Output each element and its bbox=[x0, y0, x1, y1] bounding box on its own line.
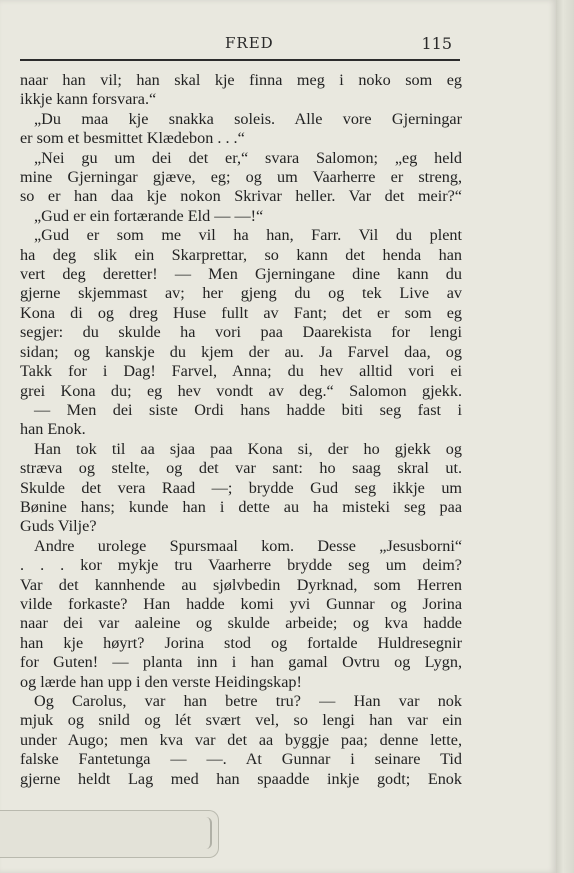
text-line: ikkje kann forsvara.“ bbox=[20, 90, 157, 109]
text-line: grei Kona du; eg hev vondt av deg.“ Salomon gjekk. bbox=[20, 381, 462, 400]
text-line: Skulde det vera Raad —; brydde Gud seg ikkje um bbox=[20, 478, 462, 497]
text-line: Andre urolege Spursmaal kom. Desse „Jesusborni“ bbox=[34, 536, 462, 555]
text-line: han kje høyrt? Jorina stod og fortalde Huldresegnir bbox=[20, 633, 462, 652]
text-line: stræva og stelte, og det var sant: ho saag skral ut. bbox=[20, 459, 462, 478]
text-line: gjerne heldt Lag med han spaadde inkje godt; Enok bbox=[20, 769, 462, 788]
text-line: han Enok. bbox=[20, 420, 86, 439]
text-line: Kona di og dreg Huse fullt av Fant; det er som eg bbox=[20, 303, 462, 322]
text-line: „Gud er ein fortærande Eld — —!“ bbox=[34, 206, 264, 225]
text-line: „Gud er som me vil ha han, Farr. Vil du plent bbox=[34, 226, 462, 245]
page-number: 115 bbox=[421, 34, 452, 53]
text-line: Bønine hans; kunde han i dette au ha misteki seg paa bbox=[20, 497, 462, 516]
text-line: vert deg deretter! — Men Gjerningane dine kann du bbox=[20, 265, 462, 284]
text-line: Guds Vilje? bbox=[20, 517, 97, 536]
page-body-text bbox=[20, 71, 462, 789]
header-rule bbox=[20, 59, 460, 61]
text-line: for Guten! — planta inn i han gamal Ovtru og Lygn, bbox=[20, 653, 462, 672]
text-line: Takk for i Dag! Farvel, Anna; du hev alltid vori ei bbox=[20, 362, 462, 381]
text-line: naar han vil; han skal kje finna meg i noko som eg bbox=[20, 71, 462, 89]
text-line: — Men dei siste Ordi hans hadde biti seg fast i bbox=[34, 400, 462, 419]
text-line: og lærde han upp i den verste Heidingskap! bbox=[20, 672, 302, 691]
page-tab bbox=[0, 810, 219, 858]
text-line: er som et besmittet Klædebon . . .“ bbox=[20, 129, 245, 148]
text-line: naar dei var aaleine og skulde arbeide; og kva hadde bbox=[20, 614, 462, 633]
text-line: „Du maa kje snakka soleis. Alle vore Gjerningar bbox=[34, 109, 462, 128]
text-line: vilde forkaste? Han hadde komi yvi Gunnar og Jorina bbox=[20, 594, 462, 613]
text-line: Var det kannhende au sjølvbedin Dyrknad, som Herren bbox=[20, 575, 462, 594]
text-line: falske Fantetunga — —. At Gunnar i seinare Tid bbox=[20, 750, 462, 769]
tab-curl bbox=[204, 817, 212, 849]
running-header bbox=[20, 34, 460, 64]
chapter-title: FRED bbox=[225, 34, 274, 52]
text-line: under Augo; men kva var det aa byggje paa; denne lette, bbox=[20, 730, 462, 749]
text-line: „Nei gu um dei det er,“ svara Salomon; „eg held bbox=[34, 148, 462, 167]
page-edge bbox=[556, 0, 574, 873]
text-line: ha deg slik ein Skarprettar, so kann det henda han bbox=[20, 245, 462, 264]
text-line: Og Carolus, var han betre tru? — Han var nok bbox=[34, 692, 462, 710]
text-line: Han tok til aa sjaa paa Kona si, der ho gjekk og bbox=[34, 439, 462, 458]
text-line: mine Gjerningar gjæve, eg; og um Vaarherre er streng, bbox=[20, 168, 462, 187]
text-line: segjer: du skulde ha vori paa Daarekista for lengi bbox=[20, 323, 462, 342]
text-line: gjerne skjemmast av; her gjeng du og tek Live av bbox=[20, 284, 462, 303]
text-line: so er han daa kje nokon Skrivar heller. Var det meir?“ bbox=[20, 187, 462, 206]
text-line: mjuk og snild og lét svært vel, so lengi han var ein bbox=[20, 711, 462, 730]
text-line: sidan; og kanskje du kjem der au. Ja Farvel daa, og bbox=[20, 342, 462, 361]
text-line: . . . kor mykje tru Vaarherre brydde seg um deim? bbox=[20, 556, 462, 575]
